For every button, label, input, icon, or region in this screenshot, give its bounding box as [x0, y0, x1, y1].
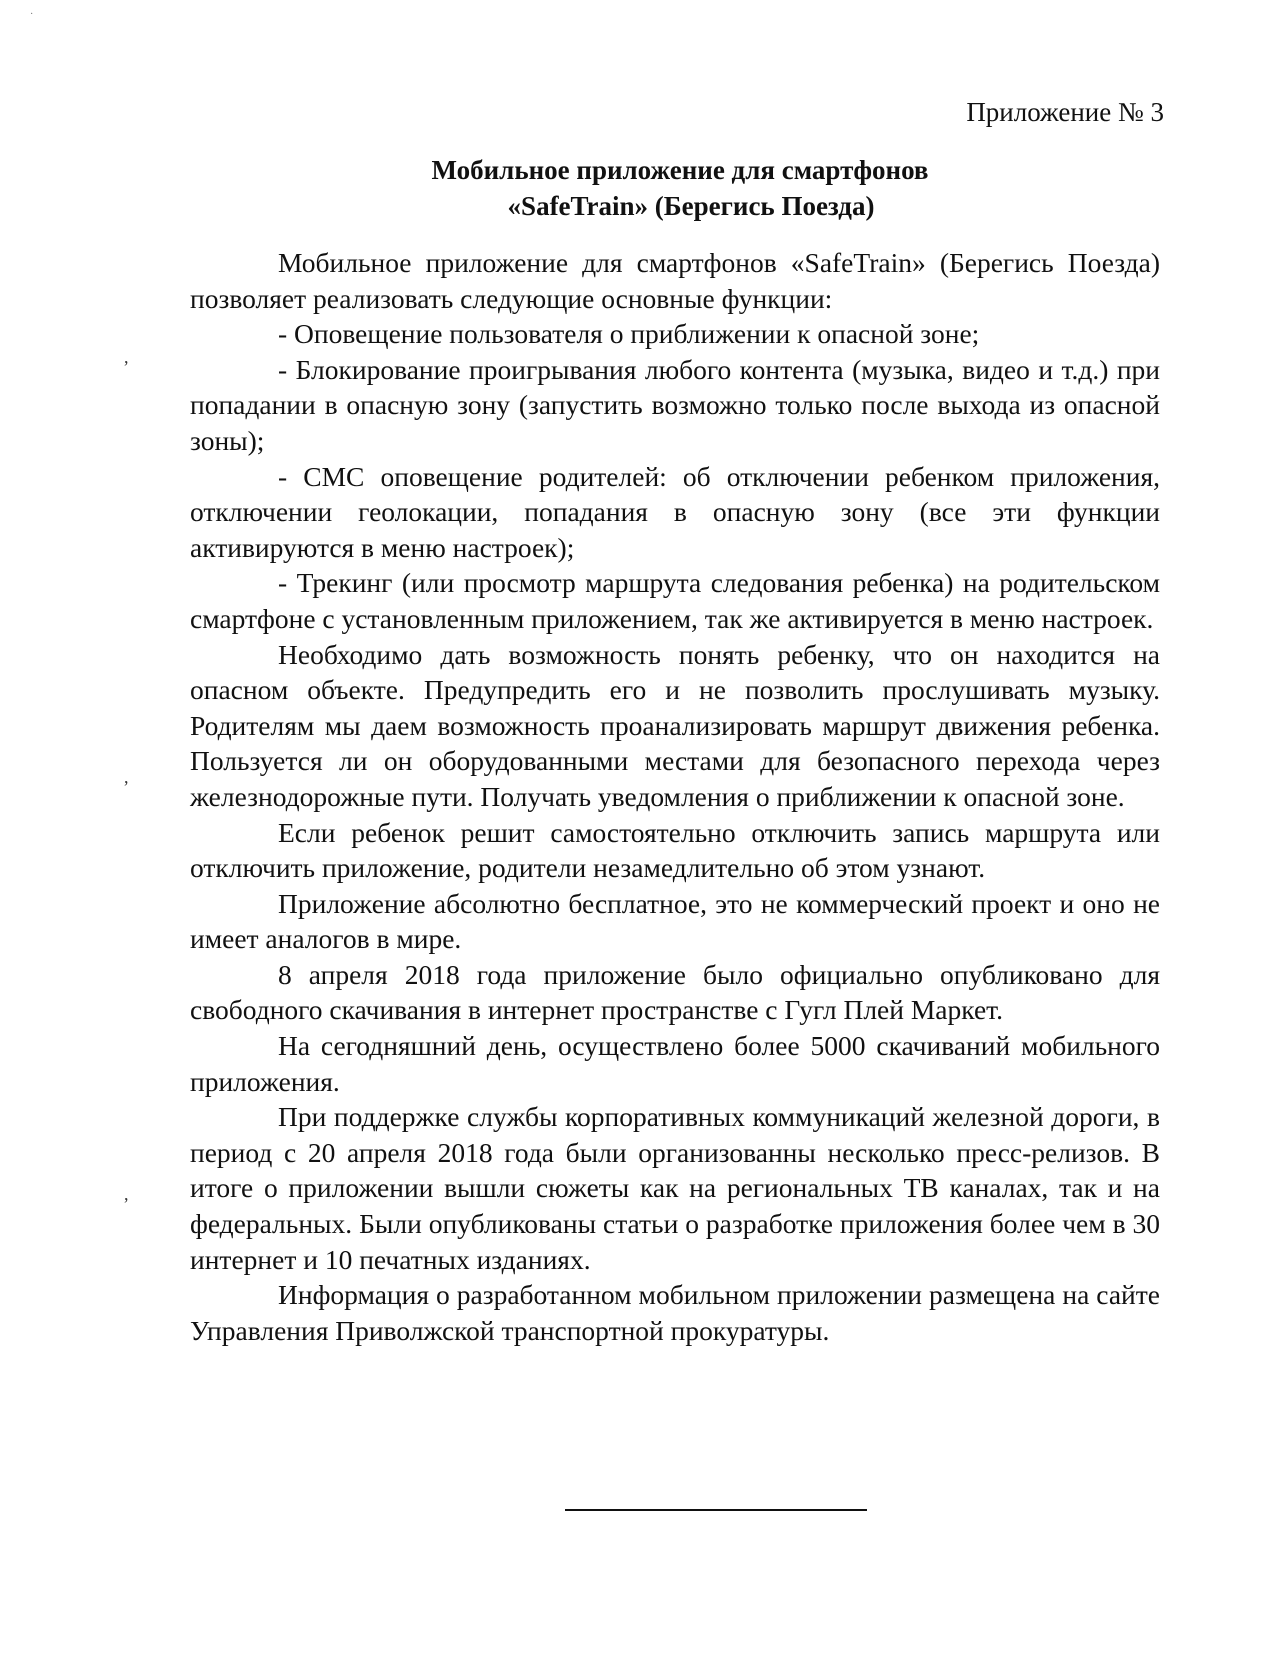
margin-tick-mark: , [124, 1184, 129, 1204]
document-title-line-1: Мобильное приложение для смартфонов [431, 155, 929, 185]
closing-rule [565, 1509, 867, 1511]
appendix-label: Приложение № 3 [966, 97, 1164, 127]
paragraph-intro: Мобильное приложение для смартфонов «SafeTrain» (Берегись Поезда) позволяет реализовать следующие основные функции: [190, 247, 1160, 314]
paragraph-downloads: На сегодняшний день, осуществлено более 5000 скачиваний мобильного приложения. [190, 1030, 1160, 1097]
document-body [190, 245, 1160, 1348]
margin-tick-mark: , [124, 347, 129, 367]
paragraph-website: Информация о разработанном мобильном приложении размещена на сайте Управления Приволжской транспортной прокуратуры. [190, 1279, 1160, 1346]
paragraph-function-1: - Оповещение пользователя о приближении к опасной зоне; [278, 318, 980, 350]
paragraph-purpose: Необходимо дать возможность понять ребенку, что он находится на опасном объекте. Предупредить его и не позволить прослушивать музыку. Родителям мы даем возможность проанализировать маршрут движения ребенка. Пользуется ли он оборудованными местами для безопасного перехода через железнодорожные пути. Получать уведомления о приближении к опасной зоне. [190, 638, 1160, 812]
paragraph-parent-notification: Если ребенок решит самостоятельно отключить запись маршрута или отключить приложение, родители незамедлительно об этом узнают. [190, 816, 1160, 884]
scan-corner-mark: · [30, 9, 34, 20]
margin-tick-mark: , [124, 767, 129, 787]
paragraph-publication: 8 апреля 2018 года приложение было официально опубликовано для свободного скачивания в интернет пространстве с Гугл Плей Маркет. [190, 958, 1160, 1026]
document-title-line-2: «SafeTrain» (Берегись Поезда) [507, 191, 875, 221]
paragraph-free: Приложение абсолютно бесплатное, это не коммерческий проект и оно не имеет аналогов в мире. [190, 887, 1160, 955]
paragraph-function-2: - Блокирование проигрывания любого контента (музыка, видео и т.д.) при попадании в опасную зону (запустить возможно только после выхода из опасной зоны); [190, 353, 1160, 456]
paragraph-function-4: - Трекинг (или просмотр маршрута следования ребенка) на родительском смартфоне с установленным приложением, так же активируется в меню настроек. [190, 567, 1160, 634]
paragraph-press: При поддержке службы корпоративных коммуникаций железной дороги, в период с 20 апреля 2018 года были организованны несколько пресс-релизов. В итоге о приложении вышли сюжеты как на региональных ТВ каналах, так и на федеральных. Были опубликованы статьи о разработке приложения более чем в 30 интернет и 10 печатных изданиях. [190, 1101, 1160, 1275]
paragraph-function-3: - СМС оповещение родителей: об отключении ребенком приложения, отключении геолокации, попадания в опасную зону (все эти функции активируются в меню настроек); [190, 460, 1160, 563]
